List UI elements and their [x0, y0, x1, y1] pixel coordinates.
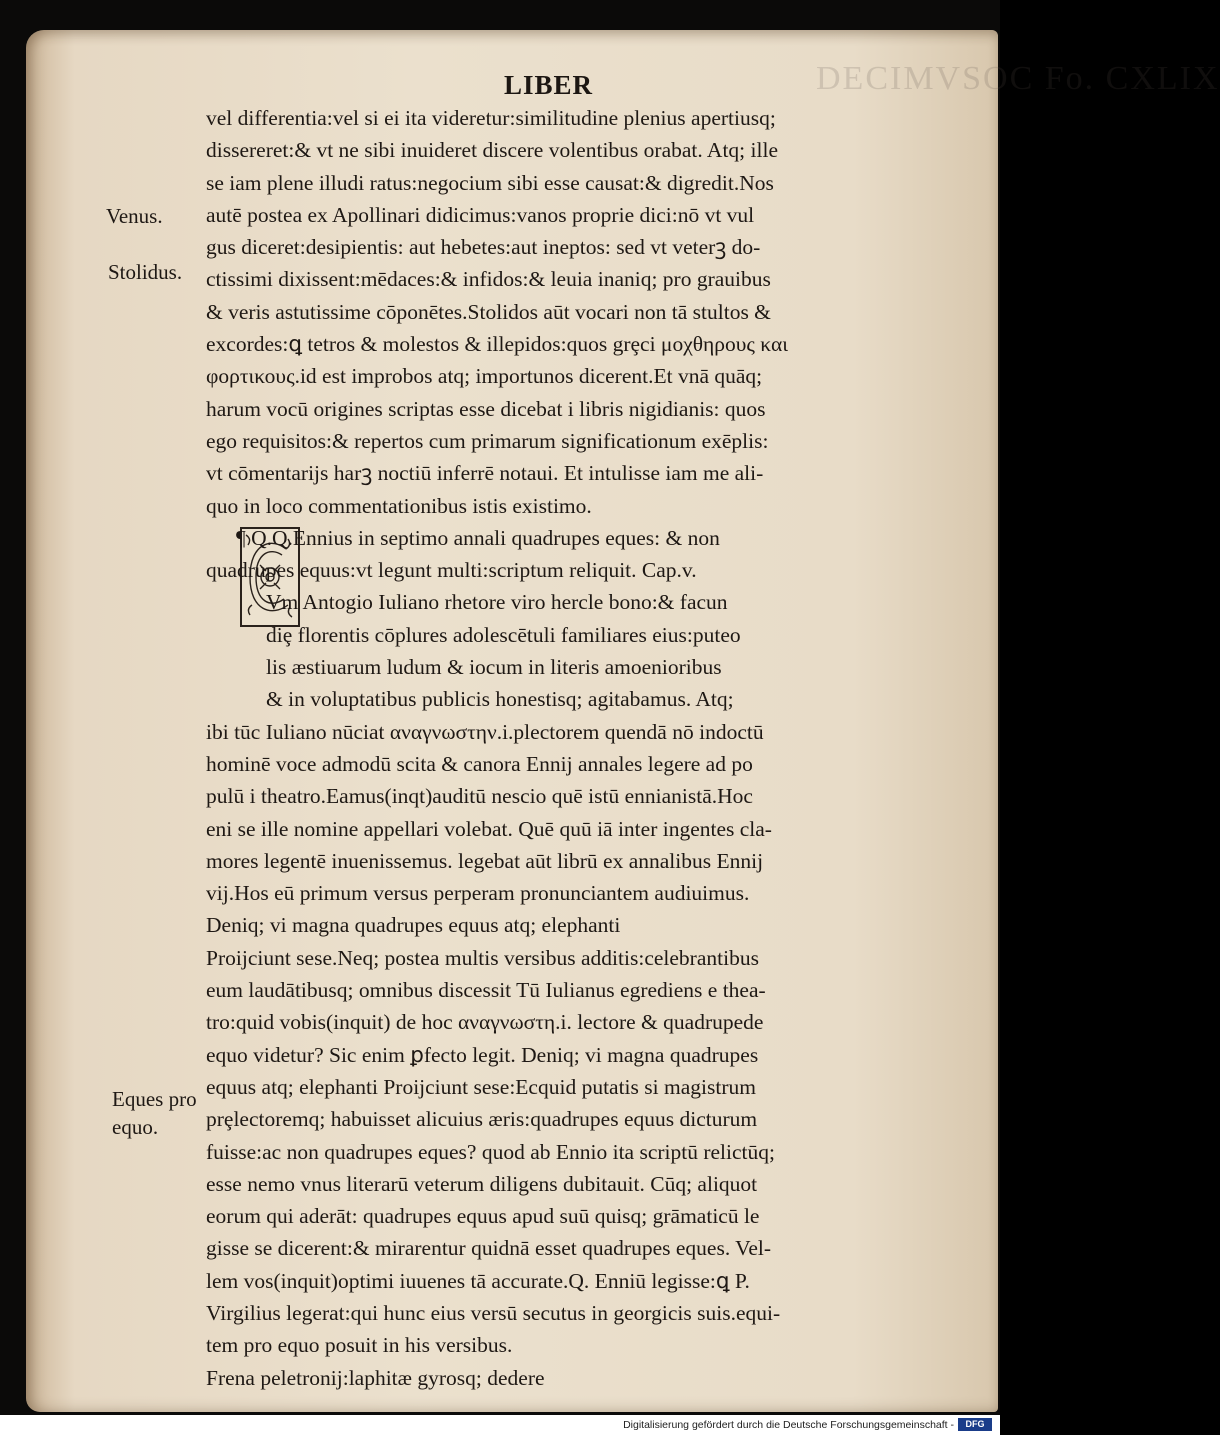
text-line: Proijciunt sese.Neq; postea multis versibus additis:celebrantibus	[206, 945, 759, 970]
text-line: gisse se dicerent:& mirarentur quidnā esset quadrupes eques. Vel-	[206, 1236, 772, 1261]
text-line: Frena peletronij:laphitæ gyrosq; dedere	[206, 1365, 545, 1390]
text-line: hominē voce admodū scita & canora Ennij annales legere ad po	[206, 751, 753, 776]
text-line: Deniq; vi magna quadrupes equus atq; elephanti	[206, 913, 621, 938]
text-line: pulū i theatro.Eamus(inqt)auditū nescio quē istū ennianistā.Hoc	[206, 784, 753, 809]
text-line: esse nemo vnus literarū veterum diligens dubitauit. Cūq; aliquot	[206, 1171, 758, 1196]
text-line: diȩ florentis cōplures adolescētuli familiares eius:puteo	[266, 622, 741, 647]
text-line: equus atq; elephanti Proijciunt sese:Ecquid putatis si magistrum	[206, 1074, 756, 1099]
text-line: lis æstiuarum ludum & iocum in literis amoenioribus	[266, 655, 722, 680]
text-line: eum laudātibusq; omnibus discessit Tū Iulianus egrediens e thea-	[206, 978, 766, 1003]
footer-credit: Digitalisierung gefördert durch die Deutsche Forschungsgemeinschaft -	[623, 1419, 954, 1431]
text-line: prȩlectoremq; habuisset alicuius æris:quadrupes equus dicturum	[206, 1107, 758, 1132]
text-line: mores legentē inuenissemus. legebat aūt librū ex annalibus Ennij	[206, 848, 764, 873]
text-line: φορτικους.id est improbos atq; importunos dicerent.Et vnā quāq;	[206, 364, 763, 389]
text-line: eni se ille nomine appellari volebat. Quē quū iā inter ingentes cla-	[206, 816, 772, 841]
text-line: lem vos(inquit)optimi iuuenes tā accurate.Q. Enniū legisse:ꝗ P.	[206, 1268, 750, 1293]
margin-note-venus: Venus.	[106, 204, 163, 228]
text-line: dissereret:& vt ne sibi inuideret discere volentibus orabat. Atq; ille	[206, 138, 778, 163]
text-line: autē postea ex Apollinari didicimus:vanos proprie dici:nō vt vul	[206, 202, 755, 227]
text-line: ctissimi dixissent:mēdaces:& infidos:& leuia inaniq; pro grauibus	[206, 267, 771, 292]
text-line: tem pro equo posuit in his versibus.	[206, 1333, 513, 1358]
text-line: ego requisitos:& repertos cum primarum significationum exēplis:	[206, 428, 769, 453]
text-line: vel differentia:vel si ei ita videretur:similitudine plenius apertiusq;	[206, 106, 776, 130]
margin-note-stolidus: Stolidus.	[108, 260, 183, 284]
text-line: fuisse:ac non quadrupes eques? quod ab Ennio ita scriptū relictūq;	[206, 1139, 775, 1164]
chapter-heading-line: ¶ Q.Q.Ennius in septimo annali quadrupes eques: & non	[236, 525, 720, 550]
dfg-logo: DFG	[958, 1418, 992, 1431]
text-line: vt cōmentarijs harꝫ noctiū inferrē notaui. Et intulisse iam me ali-	[206, 461, 764, 486]
text-line: ibi tūc Iuliano nūciat αναγνωστην.i.plectorem quendā nō indoctū	[206, 719, 764, 744]
text-line: gus diceret:desipientis: aut hebetes:aut ineptos: sed vt veterꝫ do-	[206, 235, 761, 260]
text-line: excordes:ꝗ tetros & molestos & illepidos:quos grȩci μοχθηρους και	[206, 332, 788, 357]
page-header: LIBER	[504, 70, 594, 100]
text-line: quo in loco commentationibus istis existimo.	[206, 493, 592, 518]
footer-bar	[0, 1415, 1000, 1435]
text-line: Vm Antogio Iuliano rhetore viro hercle bono:& facun	[266, 590, 728, 615]
text-line: vij.Hos eū primum versus perperam pronunciantem audiuimus.	[206, 881, 750, 906]
text-line: equo videtur? Sic enim ꝑfecto legit. Deniq; vi magna quadrupes	[206, 1042, 759, 1067]
text-line: & veris astutissime cōponētes.Stolidos aūt vocari non tā stultos &	[206, 299, 771, 324]
body-text	[206, 102, 906, 1394]
margin-note-eques: Eques pro	[112, 1087, 197, 1111]
text-line: Virgilius legerat:qui hunc eius versū secutus in georgicis suis.equi-	[206, 1300, 781, 1325]
text-line: se iam plene illudi ratus:negocium sibi esse causat:& digredit.Nos	[206, 170, 774, 195]
margin-note-equo: equo.	[112, 1115, 159, 1139]
bleed-through-text: DECIMVSOC Fo. CXLIX	[816, 60, 1220, 97]
text-line: harum vocū origines scriptas esse dicebat i libris nigidianis: quos	[206, 396, 766, 421]
text-line: & in voluptatibus publicis honestisq; agitabamus. Atq;	[266, 687, 734, 712]
text-line: tro:quid vobis(inquit) de hoc αναγνωστη.i. lectore & quadrupede	[206, 1010, 764, 1035]
chapter-heading-line: quadrupes equus:vt legunt multi:scriptum reliquit. Cap.v.	[206, 558, 697, 583]
book-page	[26, 30, 1220, 1412]
text-line: eorum qui aderāt: quadrupes equus apud suū quisq; grāmaticū le	[206, 1204, 760, 1229]
